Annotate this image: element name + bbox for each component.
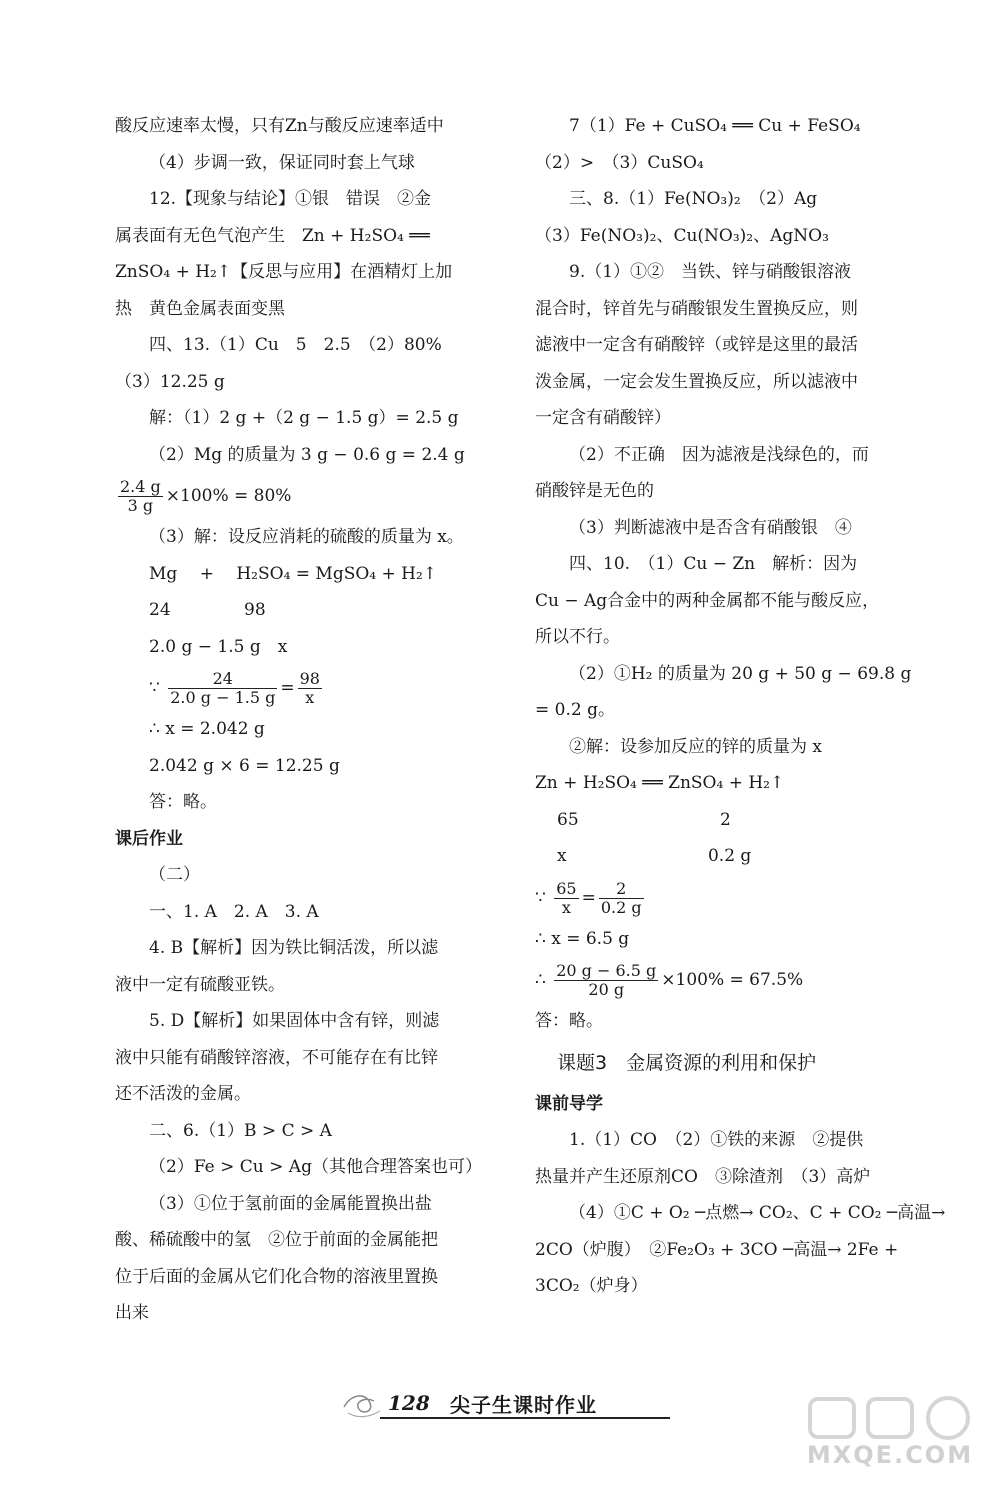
text-line: 酸反应速率太慢，只有Zn与酸反应速率适中 (115, 116, 444, 136)
text-line: 热量并产生还原剂CO ③除渣剂 （3）高炉 (535, 1166, 871, 1187)
text-line: 答：略。 (149, 792, 217, 812)
text-line: （2）Mg 的质量为 3 g − 0.6 g = 2.4 g (149, 444, 465, 465)
fraction-line (115, 665, 505, 711)
text-line: （3）判断滤液中是否含有硝酸银 ④ (569, 517, 852, 538)
numerator: 98 (299, 669, 320, 688)
fraction (554, 880, 578, 917)
text-line: （3）Fe(NO₃)₂、Cu(NO₃)₂、AgNO₃ (535, 225, 829, 246)
text-line: 热 黄色金属表面变黑 (115, 298, 285, 319)
fraction (298, 670, 322, 707)
page-number: 128 (388, 1391, 430, 1415)
numerator: 20 g − 6.5 g (556, 961, 657, 980)
fraction (118, 478, 163, 515)
text-line: Cu − Ag合金中的两种金属都不能与酸反应， (535, 590, 880, 611)
numerator: 65 (556, 878, 577, 898)
text-line: x 0.2 g (557, 846, 752, 866)
section-heading: 课后作业 (115, 828, 183, 849)
text-line: 液中只能有硝酸锌溶液，不可能存在有比锌 (115, 1047, 438, 1068)
text-line: 二、6.（1）B > C > A (149, 1120, 332, 1141)
equals-sign: = (280, 678, 295, 698)
watermark-text: MXQE.COM (806, 1441, 974, 1469)
text-line: 一、1. A 2. A 3. A (149, 901, 319, 922)
fraction-line (115, 473, 505, 519)
text-line: 一定含有硝酸锌） (535, 408, 671, 428)
text-line: （3）12.25 g (115, 371, 225, 392)
text-line: 所以不行。 (535, 627, 620, 647)
text-line: （2）①H₂ 的质量为 20 g + 50 g − 69.8 g (569, 663, 912, 684)
equals-sign: = (581, 887, 596, 908)
text-line: ②解：设参加反应的锌的质量为 x (569, 736, 822, 757)
text-line: = 0.2 g。 (535, 700, 615, 720)
text-line: 7（1）Fe + CuSO₄ ══ Cu + FeSO₄ (569, 116, 861, 136)
denominator: x (305, 688, 315, 707)
because-symbol: ∵ (535, 887, 546, 908)
fraction (599, 880, 644, 917)
text-line: 滤液中一定含有硝酸锌（或锌是这里的最活 (535, 335, 858, 355)
text-line: ZnSO₄ + H₂↑【反思与应用】在酒精灯上加 (115, 262, 453, 282)
text-line: （4）①C + O₂ ─点燃→ CO₂、C + CO₂ ─高温→ (569, 1203, 946, 1223)
numerator: 2.4 g (120, 477, 161, 496)
text-line: （2）不正确 因为滤液是浅绿色的，而 (569, 444, 869, 465)
text-line: 四、13.（1）Cu 5 2.5 （2）80% (149, 335, 442, 355)
text-line: （2）> （3）CuSO₄ (535, 152, 704, 173)
text-line: （2）Fe > Cu > Ag（其他合理答案也可） (149, 1157, 482, 1177)
fraction-line (535, 875, 920, 921)
book-title: 尖子生课时作业 (450, 1393, 597, 1417)
text-line: 硝酸锌是无色的 (535, 481, 654, 501)
text-line: 4. B【解析】因为铁比铜活泼，所以滤 (149, 938, 439, 958)
text-line: 还不活泼的金属。 (115, 1084, 251, 1104)
footer-rule (380, 1417, 670, 1419)
left-column (115, 108, 505, 1332)
text-line: 1.（1）CO （2）①铁的来源 ②提供 (569, 1130, 864, 1150)
text-line: 液中一定有硫酸亚铁。 (115, 974, 285, 995)
fraction (168, 670, 277, 707)
subsection-heading: 课前导学 (535, 1093, 603, 1114)
text-line: 混合时，锌首先与硝酸银发生置换反应，则 (535, 298, 858, 319)
therefore-symbol: ∴ (535, 970, 546, 990)
text-line: 65 2 (557, 809, 731, 830)
fraction-tail: ×100% = 67.5% (661, 970, 804, 990)
because-symbol: ∵ (149, 678, 160, 698)
numerator: 2 (599, 880, 644, 899)
text-line: 解：（1）2 g +（2 g − 1.5 g）= 2.5 g (149, 408, 459, 428)
text-line: 四、10. （1）Cu − Zn 解析：因为 (569, 554, 858, 574)
denominator: 0.2 g (600, 897, 642, 917)
text-line: 2CO（炉腹） ②Fe₂O₃ + 3CO ─高温→ 2Fe + (535, 1239, 899, 1260)
text-line: Zn + H₂SO₄ ══ ZnSO₄ + H₂↑ (535, 773, 785, 793)
fraction-line (535, 957, 920, 1003)
denominator: 3 g (127, 496, 154, 515)
text-line: 24 98 (149, 600, 266, 620)
watermark-logo-icon (800, 1393, 980, 1443)
text-line: （4）步调一致，保证同时套上气球 (149, 152, 415, 173)
text-line: 三、8.（1）Fe(NO₃)₂ （2）Ag (569, 189, 818, 209)
text-line: ∴ x = 2.042 g (149, 719, 265, 739)
text-line: 5. D【解析】如果固体中含有锌，则滤 (149, 1011, 440, 1031)
text-line: 9.（1）①② 当铁、锌与硝酸银溶液 (569, 262, 852, 282)
text-line: 答：略。 (535, 1011, 603, 1031)
text-line: （二） (149, 865, 200, 885)
text-line: 3CO₂（炉身） (535, 1276, 648, 1296)
lesson-title: 课题3 金属资源的利用和保护 (557, 1051, 817, 1074)
fraction (554, 962, 658, 999)
text-line: （3）①位于氢前面的金属能置换出盐 (149, 1193, 432, 1214)
text-line: 酸、稀硫酸中的氢 ②位于前面的金属能把 (115, 1230, 438, 1250)
text-line: Mg + H₂SO₄ = MgSO₄ + H₂↑ (149, 563, 438, 584)
text-line: 12.【现象与结论】①银 错误 ②金 (149, 189, 432, 209)
denominator: 20 g (588, 980, 625, 999)
page-footer (340, 1385, 680, 1425)
text-line: （3）解：设反应消耗的硫酸的质量为 x。 (149, 527, 464, 547)
text-line: 属表面有无色气泡产生 Zn + H₂SO₄ ══ (115, 225, 430, 246)
denominator: 2.0 g − 1.5 g (170, 688, 276, 707)
text-line: 出来 (115, 1303, 149, 1323)
text-line: ∴ x = 6.5 g (535, 928, 630, 949)
numerator: 24 (168, 670, 277, 689)
text-line: 2.0 g − 1.5 g x (149, 636, 288, 657)
fraction-tail: ×100% = 80% (165, 486, 292, 506)
text-line: 位于后面的金属从它们化合物的溶液里置换 (115, 1266, 438, 1287)
text-line: 泼金属，一定会发生置换反应，所以滤液中 (535, 371, 858, 392)
watermark (800, 1393, 980, 1483)
right-column (535, 108, 946, 1305)
denominator: x (561, 897, 571, 917)
text-line: 2.042 g × 6 = 12.25 g (149, 755, 340, 776)
